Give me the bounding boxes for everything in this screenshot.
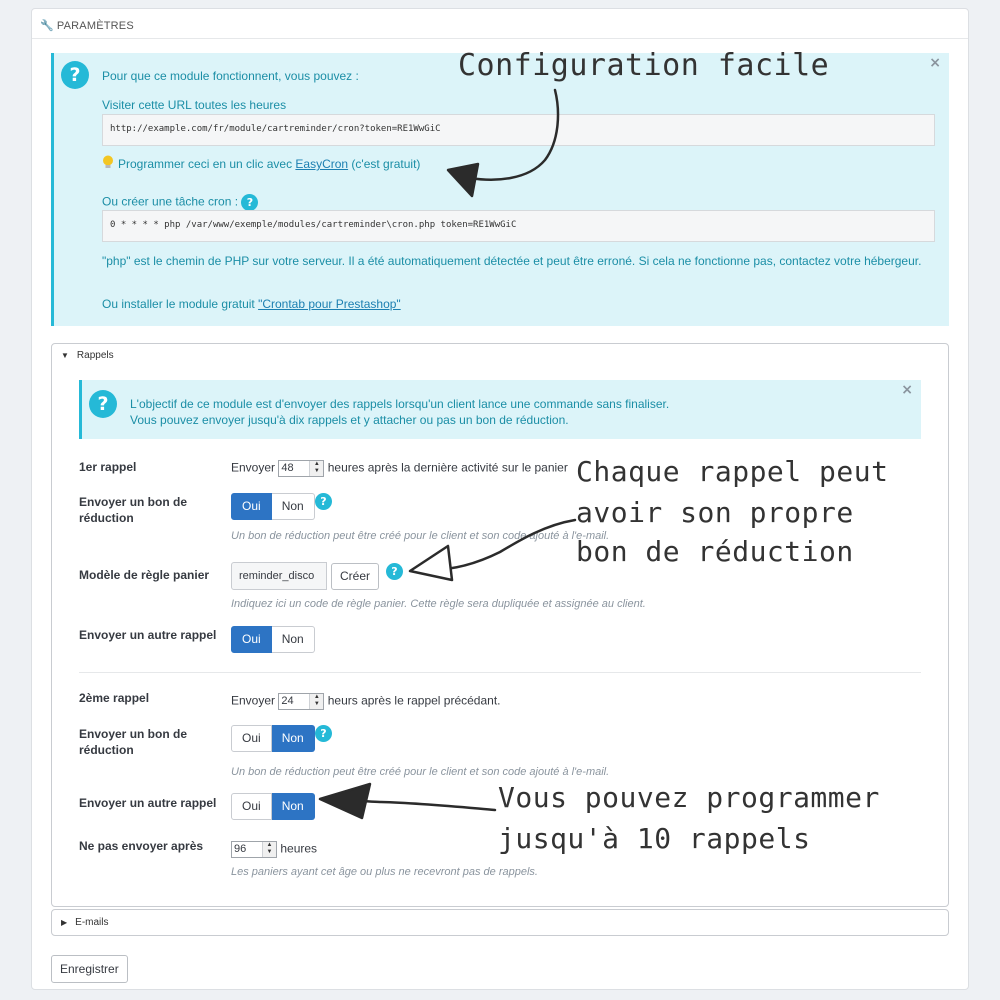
caret-right-icon: ▶ <box>61 918 68 927</box>
max-age-label: Ne pas envoyer après <box>79 839 204 853</box>
close-icon[interactable]: × <box>929 55 941 71</box>
hours-value: 48 <box>281 462 294 474</box>
arrow-voucher-head <box>410 546 452 580</box>
send-suffix: heurs après le rappel précédant. <box>327 693 501 708</box>
easycron-link[interactable]: EasyCron <box>295 157 349 171</box>
question-icon[interactable]: ? <box>241 194 258 211</box>
reminders-info-line2: Vous pouvez envoyer jusqu'à dix rappels et y attacher ou pas un bon de réduction. <box>130 413 569 427</box>
caret-down-icon: ▼ <box>61 351 69 360</box>
spinner-icon[interactable]: ▲ ▼ <box>309 694 323 709</box>
annotation-voucher-line3: bon de réduction <box>576 535 854 568</box>
cron-url-field[interactable]: http://example.com/fr/module/cartreminder/cron?token=RE1WwGiC <box>102 114 935 146</box>
arrow-schedule-head <box>320 784 370 818</box>
hours-value: 96 <box>234 843 247 855</box>
hours-value: 24 <box>281 695 294 707</box>
reminders-title: Rappels <box>76 350 114 361</box>
send-prefix: Envoyer <box>231 693 276 708</box>
cron-command-field[interactable]: 0 * * * * php /var/www/exemple/modules/cartreminder\cron.php token=RE1WwGiC <box>102 210 935 242</box>
reminder-2-another-label: Envoyer un autre rappel <box>79 796 217 810</box>
wrench-icon: 🔧 <box>40 20 54 32</box>
easycron-prefix: Programmer ceci en un clic avec <box>118 157 296 171</box>
annotation-voucher-line1: Chaque rappel peut <box>576 455 889 488</box>
send-prefix: Envoyer <box>231 460 276 475</box>
easycron-suffix: (c'est gratuit) <box>348 157 421 171</box>
toggle-yes[interactable]: Oui <box>231 793 272 820</box>
reminder-1-another-label: Envoyer un autre rappel <box>79 628 217 642</box>
max-age-unit: heures <box>280 841 318 856</box>
visit-url-label: Visiter cette URL toutes les heures <box>102 98 287 112</box>
question-icon[interactable]: ? <box>386 563 403 580</box>
question-icon[interactable]: ? <box>315 493 332 510</box>
reminder-2-label: 2ème rappel <box>79 691 150 705</box>
php-note: "php" est le chemin de PHP sur votre serveur. Il a été automatiquement détectée et peut être erroné. Si cela ne fonctionne pas, contactez votre hébergeur. <box>102 254 922 268</box>
annotation-schedule-line1: Vous pouvez programmer <box>498 781 880 814</box>
toggle-no[interactable]: Non <box>272 493 315 520</box>
toggle-yes[interactable]: Oui <box>231 626 272 653</box>
annotation-schedule-line2: jusqu'à 10 rappels <box>498 822 811 855</box>
spinner-icon[interactable]: ▲ ▼ <box>309 461 323 476</box>
cron-intro: Pour que ce module fonctionnent, vous pouvez : <box>102 69 359 83</box>
reminder-1-voucher-label: Envoyer un bon de réduction <box>79 495 188 525</box>
reminder-2-voucher-label: Envoyer un bon de réduction <box>79 727 188 757</box>
toggle-yes[interactable]: Oui <box>231 493 272 520</box>
crontab-module-link[interactable]: "Crontab pour Prestashop" <box>258 297 401 311</box>
annotation-voucher-line2: avoir son propre <box>576 496 854 529</box>
cart-rule-help: Indiquez ici un code de règle panier. Cette règle sera dupliquée et assignée au client. <box>231 598 646 610</box>
toggle-no[interactable]: Non <box>272 725 315 752</box>
emails-title: E-mails <box>75 917 109 928</box>
reminder-2-voucher-help: Un bon de réduction peut être créé pour le client et son code ajouté à l'e-mail. <box>231 766 610 778</box>
create-rule-button[interactable]: Créer <box>331 563 379 590</box>
crontask-label: Ou créer une tâche cron : <box>102 194 239 209</box>
toggle-yes[interactable]: Oui <box>231 725 272 752</box>
install-prefix: Ou installer le module gratuit <box>102 297 259 311</box>
reminder-1-label: 1er rappel <box>79 460 137 474</box>
spinner-icon[interactable]: ▲ ▼ <box>262 842 276 857</box>
arrow-config-head <box>448 164 478 196</box>
panel-title: PARAMÈTRES <box>56 20 134 32</box>
question-icon: ? <box>89 390 117 418</box>
max-age-help: Les paniers ayant cet âge ou plus ne recevront pas de rappels. <box>231 866 538 878</box>
question-icon: ? <box>61 61 89 89</box>
reminder-1-voucher-help: Un bon de réduction peut être créé pour le client et son code ajouté à l'e-mail. <box>231 530 610 542</box>
toggle-no[interactable]: Non <box>272 626 315 653</box>
close-icon[interactable]: × <box>901 382 913 398</box>
question-icon[interactable]: ? <box>315 725 332 742</box>
cart-rule-label: Modèle de règle panier <box>79 568 210 582</box>
save-button[interactable]: Enregistrer <box>51 955 128 983</box>
reminders-info-line1: L'objectif de ce module est d'envoyer des rappels lorsqu'un client lance une commande sans finaliser. <box>130 397 670 411</box>
annotation-config: Configuration facile <box>458 48 830 83</box>
arrow-voucher <box>430 520 575 570</box>
cart-rule-input[interactable]: reminder_disco <box>231 562 327 590</box>
toggle-no[interactable]: Non <box>272 793 315 820</box>
arrow-config <box>470 90 558 180</box>
send-suffix: heures après la dernière activité sur le panier <box>327 460 568 475</box>
